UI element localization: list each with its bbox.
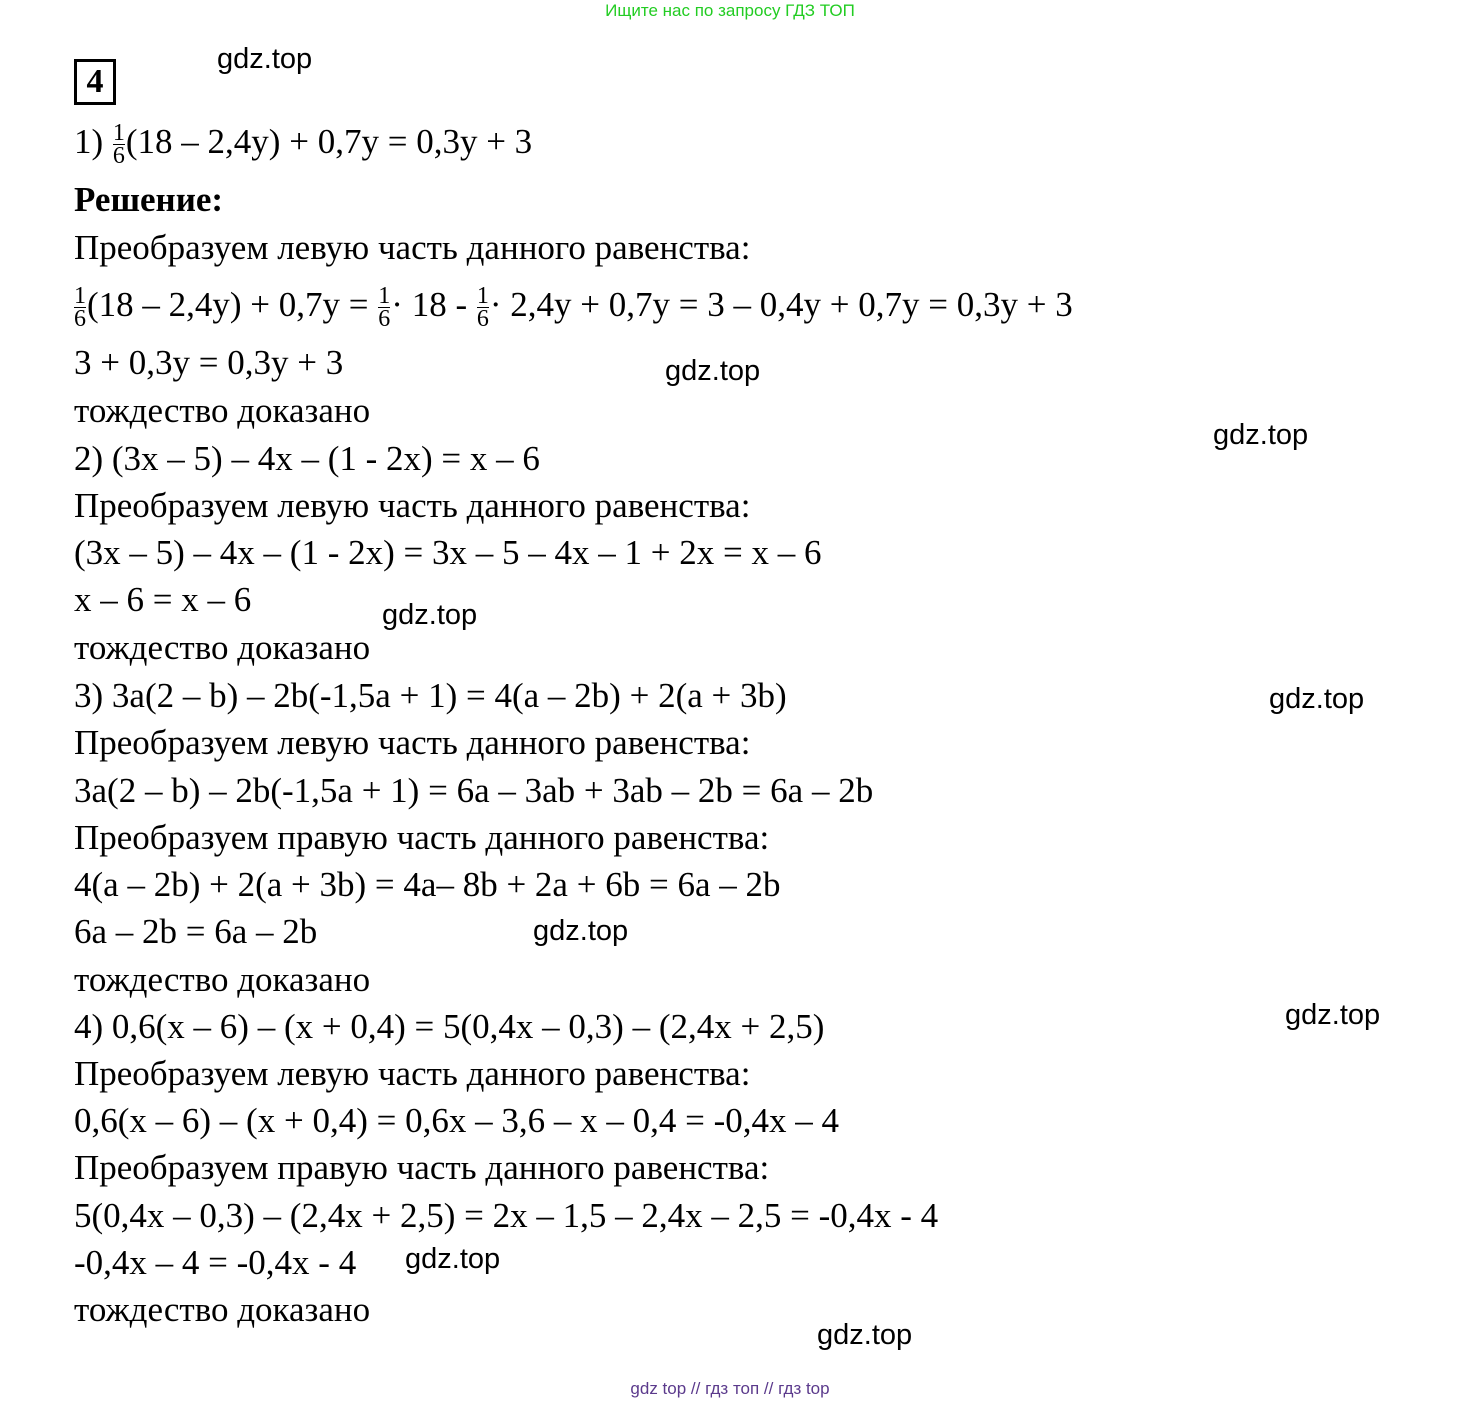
watermark: gdz.top — [1285, 999, 1381, 1031]
p1-calculation — [74, 283, 1073, 333]
p3-intro-left: Преобразуем левую часть данного равенства: — [74, 723, 751, 762]
fraction-one-sixth: $\frac{1}{6}$ — [112, 120, 125, 170]
p1-intro-left: Преобразуем левую часть данного равенства: — [74, 228, 751, 267]
p1-statement-prefix: 1) — [74, 122, 104, 161]
watermark: gdz.top — [405, 1243, 501, 1275]
p4-statement: 4) 0,6(x – 6) – (x + 0,4) = 5(0,4x – 0,3) – (2,4x + 2,5) — [74, 1007, 825, 1046]
p4-compare: -0,4x – 4 = -0,4x - 4 — [74, 1243, 357, 1282]
p1-statement-rest: (18 – 2,4y) + 0,7y = 0,3y + 3 — [125, 122, 533, 161]
p2-statement: 2) (3x – 5) – 4x – (1 - 2x) = x – 6 — [74, 439, 540, 478]
p4-intro-left: Преобразуем левую часть данного равенства: — [74, 1054, 751, 1093]
p1-calc-part-c: · 2,4y + 0,7y = 3 – 0,4y + 0,7y = 0,3y + 3 — [489, 285, 1073, 324]
p2-intro-left: Преобразуем левую часть данного равенства: — [74, 486, 751, 525]
p1-conclusion: тождество доказано — [74, 391, 371, 430]
watermark: gdz.top — [217, 43, 313, 75]
bottom-footer: gdz top // гдз топ // гдз top — [630, 1379, 830, 1398]
p4-conclusion: тождество доказано — [74, 1290, 371, 1329]
p1-calc-part-b: · 18 - — [391, 285, 468, 324]
solution-label: Решение: — [74, 180, 224, 219]
p4-intro-right: Преобразуем правую часть данного равенства: — [74, 1148, 770, 1187]
fraction-one-sixth: $\frac{1}{6}$ — [378, 283, 391, 333]
p3-statement: 3) 3a(2 – b) – 2b(-1,5a + 1) = 4(a – 2b) + 2(a + 3b) — [74, 676, 787, 715]
watermark: gdz.top — [665, 355, 761, 387]
p3-compare: 6a – 2b = 6a – 2b — [74, 912, 318, 951]
task-number-box: 4 — [74, 59, 116, 105]
p3-calculation-left: 3a(2 – b) – 2b(-1,5a + 1) = 6a – 3ab + 3ab – 2b = 6a – 2b — [74, 771, 874, 810]
watermark: gdz.top — [533, 915, 629, 947]
p1-statement — [74, 120, 533, 170]
watermark: gdz.top — [1269, 683, 1365, 715]
p1-compare: 3 + 0,3y = 0,3y + 3 — [74, 343, 344, 382]
p3-conclusion: тождество доказано — [74, 960, 371, 999]
p3-calculation-right: 4(a – 2b) + 2(a + 3b) = 4a– 8b + 2a + 6b = 6a – 2b — [74, 865, 781, 904]
top-banner: Ищите нас по запросу ГДЗ ТОП — [605, 1, 855, 20]
p2-conclusion: тождество доказано — [74, 628, 371, 667]
watermark: gdz.top — [382, 599, 478, 631]
fraction-one-sixth: $\frac{1}{6}$ — [476, 283, 489, 333]
p2-calculation: (3x – 5) – 4x – (1 - 2x) = 3x – 5 – 4x – 1 + 2x = x – 6 — [74, 533, 822, 572]
p3-intro-right: Преобразуем правую часть данного равенства: — [74, 818, 770, 857]
watermark: gdz.top — [1213, 419, 1309, 451]
p2-compare: x – 6 = x – 6 — [74, 580, 252, 619]
p4-calculation-left: 0,6(x – 6) – (x + 0,4) = 0,6x – 3,6 – x – 0,4 = -0,4x – 4 — [74, 1101, 839, 1140]
p4-calculation-right: 5(0,4x – 0,3) – (2,4x + 2,5) = 2x – 1,5 – 2,4x – 2,5 = -0,4x - 4 — [74, 1196, 939, 1235]
p1-calc-part-a: (18 – 2,4y) + 0,7y = — [87, 285, 369, 324]
fraction-one-sixth: $\frac{1}{6}$ — [74, 283, 86, 333]
watermark: gdz.top — [817, 1319, 913, 1351]
